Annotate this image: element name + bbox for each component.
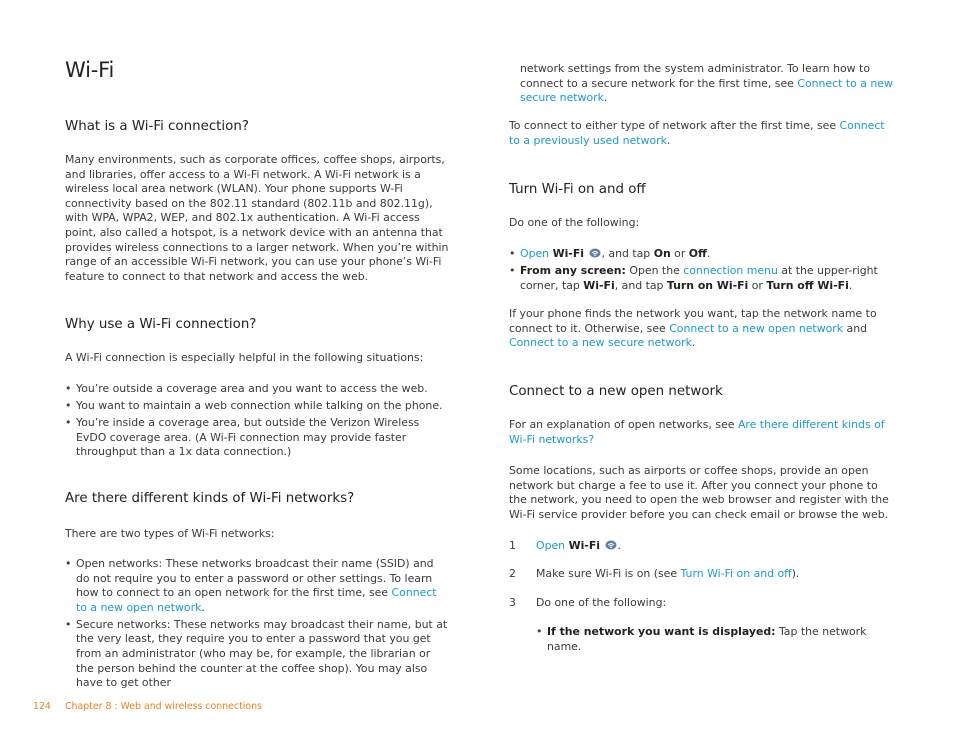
link-different-kinds-of-networks[interactable]: Are there different kinds of Wi-Fi networks?: [509, 418, 885, 446]
step-number: 2: [509, 567, 516, 580]
link-open[interactable]: Open: [536, 539, 566, 552]
open-network-explanation: For an explanation of open networks, see Are there different kinds of Wi-Fi networks?: [509, 418, 885, 446]
why-use-list: [65, 382, 450, 462]
turn-wifi-followup: If your phone finds the network you want, tap the network name to connect to it. Otherwise, see Connect to a new open network and Connect to a new secure network.: [509, 307, 877, 350]
list-item: • You’re outside a coverage area and you want to access the web.: [65, 382, 450, 397]
list-item-open-wifi: • Open Wi-Fi , and tap On or Off.: [509, 247, 894, 262]
list-item: • You want to maintain a web connection while talking on the phone.: [65, 399, 450, 414]
page-number: 124: [33, 701, 51, 712]
section-heading-why-use-wifi: Why use a Wi-Fi connection?: [65, 317, 257, 332]
list-item: • You’re inside a coverage area, but outside the Verizon Wireless EvDO coverage area. (A Wi-Fi connection may provide faster throughput than a 1x data connection.): [65, 416, 450, 460]
link-connect-new-open-network[interactable]: Connect to a new open network: [669, 321, 844, 335]
chapter-footer: Chapter 8 : Web and wireless connections: [65, 701, 262, 712]
list-item-open-networks: • Open networks: These networks broadcast their name (SSID) and do not require you to enter a password or other settings. To learn how to connect to an open network for the first time, see Connect to a new open network.: [65, 557, 450, 615]
list-item-network-displayed: • If the network you want is displayed: Tap the network name.: [536, 625, 894, 654]
link-turn-wifi-on-off[interactable]: Turn Wi-Fi on and off: [680, 567, 792, 580]
section-heading-connect-new-open-network: Connect to a new open network: [509, 384, 723, 399]
link-connect-new-secure-network[interactable]: Connect to a new secure network: [520, 76, 893, 105]
turn-wifi-list: [509, 247, 894, 296]
step-2: 2 Make sure Wi-Fi is on (see Turn Wi-Fi on and off).: [509, 567, 800, 580]
kinds-list: [65, 557, 450, 693]
step-3-list: [536, 625, 894, 657]
kinds-intro: There are two types of Wi-Fi networks:: [65, 527, 275, 540]
secure-networks-continued: network settings from the system administrator. To learn how to connect to a secure network for the first time, see Connect to a new secure network.: [520, 62, 893, 105]
page-title: Wi-Fi: [65, 58, 115, 82]
step-number: 1: [509, 539, 516, 552]
what-is-wifi-body: Many environments, such as corporate offices, coffee shops, airports, and libraries, offer access to a Wi-Fi network. A Wi-Fi network is a wireless local area network (WLAN). Your phone supports W-Fi connectivity based on the 802.11 standard (802.11b and 802.11g), with WPA, WPA2, WEP, and 802.1x authentication. A Wi-Fi access point, also called a hotspot, is a network device with an antenna that provides wireless connections to a larger network. When you’re within range of an accessible Wi-Fi network, you can use your phone’s Wi-Fi feature to connect to that network and access the web.: [65, 153, 449, 283]
section-heading-what-is-wifi: What is a Wi-Fi connection?: [65, 119, 249, 134]
link-open[interactable]: Open: [520, 247, 550, 260]
turn-wifi-intro: Do one of the following:: [509, 216, 640, 229]
section-heading-turn-wifi-on-off: Turn Wi-Fi on and off: [509, 182, 646, 197]
link-connection-menu[interactable]: connection menu: [683, 263, 778, 277]
wifi-app-icon: [589, 248, 601, 258]
step-number: 3: [509, 596, 516, 609]
wifi-app-icon: [605, 540, 617, 550]
link-connect-previously-used-network[interactable]: Connect to a previously used network: [509, 119, 885, 147]
step-1: 1 Open Wi-Fi .: [509, 539, 621, 552]
list-item-secure-networks: • Secure networks: These networks may broadcast their name, but at the very least, they require you to enter a password that you get from an administrator (who may be, for example, the librarian or the person behind the counter at the coffee shop). You may also have to get other: [65, 618, 450, 691]
list-item-from-any-screen: • From any screen: Open the connection menu at the upper-right corner, tap Wi-Fi, and tap Turn on Wi-Fi or Turn off Wi-Fi.: [509, 264, 894, 293]
step-3: 3 Do one of the following:: [509, 596, 667, 609]
section-heading-kinds-of-networks: Are there different kinds of Wi-Fi networks?: [65, 491, 355, 506]
link-connect-new-secure-network[interactable]: Connect to a new secure network: [509, 336, 692, 350]
either-type-paragraph: To connect to either type of network after the first time, see Connect to a previously used network.: [509, 119, 885, 147]
link-connect-new-open-network[interactable]: Connect to a new open network: [76, 586, 437, 614]
why-use-intro: A Wi-Fi connection is especially helpful in the following situations:: [65, 351, 424, 364]
open-network-fee-paragraph: Some locations, such as airports or coffee shops, provide an open network but charge a fee to use it. After you connect your phone to the network, you need to open the web browser and register with the Wi-Fi service provider before you can check email or browse the web.: [509, 464, 889, 521]
